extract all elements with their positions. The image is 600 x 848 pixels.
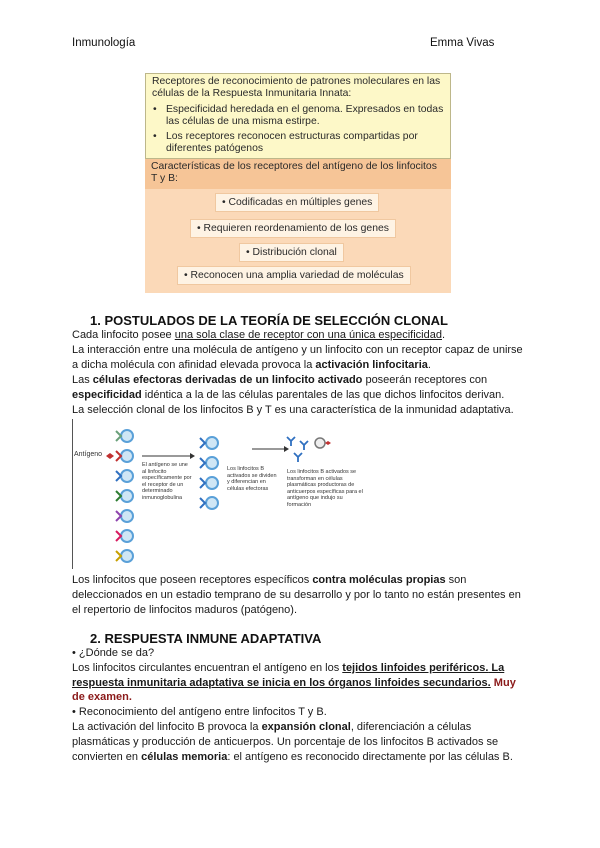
header-author: Emma Vivas	[430, 37, 495, 49]
innate-item: • Los receptores reconocen estructuras compartidas por diferentes patógenos	[152, 131, 444, 155]
underlined-bold-text: respuesta inmunitaria adaptativa se inicia en los órganos linfoides secundarios.	[72, 677, 491, 689]
bullet-line: • ¿Dónde se da?	[72, 647, 155, 659]
paragraph-line: convierten en células memoria: el antígeno es reconocido directamente por las células B.	[72, 751, 513, 763]
adaptive-item: • Distribución clonal	[239, 243, 344, 262]
paragraph-line: La interacción entre una molécula de antígeno y un linfocito con un receptor capaz de unirse	[72, 344, 523, 356]
paragraph-line: Los linfocitos que poseen receptores específicos contra moléculas propias son	[72, 574, 467, 586]
paragraph-line: especificidad idéntica a la de las células parentales de las que dichos linfocitos derivan.	[72, 389, 505, 401]
header-subject: Inmunología	[72, 37, 136, 49]
paragraph-line: plasmáticas y producción de anticuerpos. Un porcentaje de los linfocitos B activados se	[72, 736, 499, 748]
innate-list	[152, 104, 444, 155]
receptor-figure	[145, 73, 453, 293]
paragraph-line: a dicha molécula con afinidad elevada provoca la activación linfocitaria.	[72, 359, 431, 371]
lymphocyte-column	[116, 430, 133, 562]
underlined-text: una sola clase de receptor con una única especificidad	[174, 329, 442, 341]
paragraph-line	[72, 676, 516, 690]
paragraph-line: el repertorio de linfocitos maduros (patógeno).	[72, 604, 298, 616]
clonal-selection-diagram	[72, 419, 372, 569]
adaptive-item: • Codificadas en múltiples genes	[215, 193, 379, 212]
innate-item: • Especificidad heredada en el genoma. Expresados en todas las células de una misma estirpe.	[152, 104, 444, 128]
paragraph-line: La activación del linfocito B provoca la expansión clonal, diferenciación a células	[72, 721, 472, 733]
antigen-label: Antígeno	[74, 451, 103, 458]
adaptive-receptor-panel	[145, 159, 451, 293]
adaptive-title: Características de los receptores del antígeno de los linfocitos T y B:	[145, 159, 451, 189]
section-title-clonal-selection: 1. POSTULADOS DE LA TEORÍA DE SELECCIÓN CLONAL	[90, 313, 449, 328]
innate-title: Receptores de reconocimiento de patrones moleculares en las células de la Respuesta Inmunitaria Innata:	[152, 76, 441, 99]
paragraph-line: La selección clonal de los linfocitos B y T es una característica de la inmunidad adaptativa.	[72, 404, 514, 416]
exam-note: de examen.	[72, 691, 132, 703]
expanded-clone	[200, 437, 218, 509]
antigen-shape	[106, 453, 114, 459]
paragraph-line: Las células efectoras derivadas de un linfocito activado poseerán receptores con	[72, 374, 488, 386]
diagram-caption-2: Los linfocitos B activados se dividen y diferencian en células efectoras	[227, 466, 277, 492]
exam-note: Muy	[490, 677, 516, 689]
section-title-adaptive-response: 2. RESPUESTA INMUNE ADAPTATIVA	[90, 631, 322, 646]
paragraph-line: deleccionados en un estadio temprano de su desarrollo y por lo tanto no están presentes en	[72, 589, 521, 601]
diagram-caption-1: El antígeno se une al linfocito específicamente por el receptor de un determinado inmunoglobulina	[142, 462, 192, 501]
innate-receptor-panel	[145, 73, 451, 159]
bullet-line: • Reconocimiento del antígeno entre linfocitos T y B.	[72, 706, 327, 718]
paragraph-line: Los linfocitos circulantes encuentran el antígeno en los tejidos linfoides periféricos. La	[72, 662, 505, 674]
diagram-caption-3: Los linfocitos B activados se transforman en células plasmáticas productoras de anticuerpos específicas para el antígeno que indujo su formación	[287, 469, 363, 508]
adaptive-item: • Reconocen una amplia variedad de moléculas	[177, 266, 411, 285]
plasma-cell-antibodies	[287, 437, 331, 462]
paragraph-line: Cada linfocito posee una sola clase de receptor con una única especificidad.	[72, 329, 446, 341]
underlined-bold-text: tejidos linfoides periféricos.	[342, 662, 489, 674]
adaptive-item: • Requieren reordenamiento de los genes	[190, 219, 396, 238]
